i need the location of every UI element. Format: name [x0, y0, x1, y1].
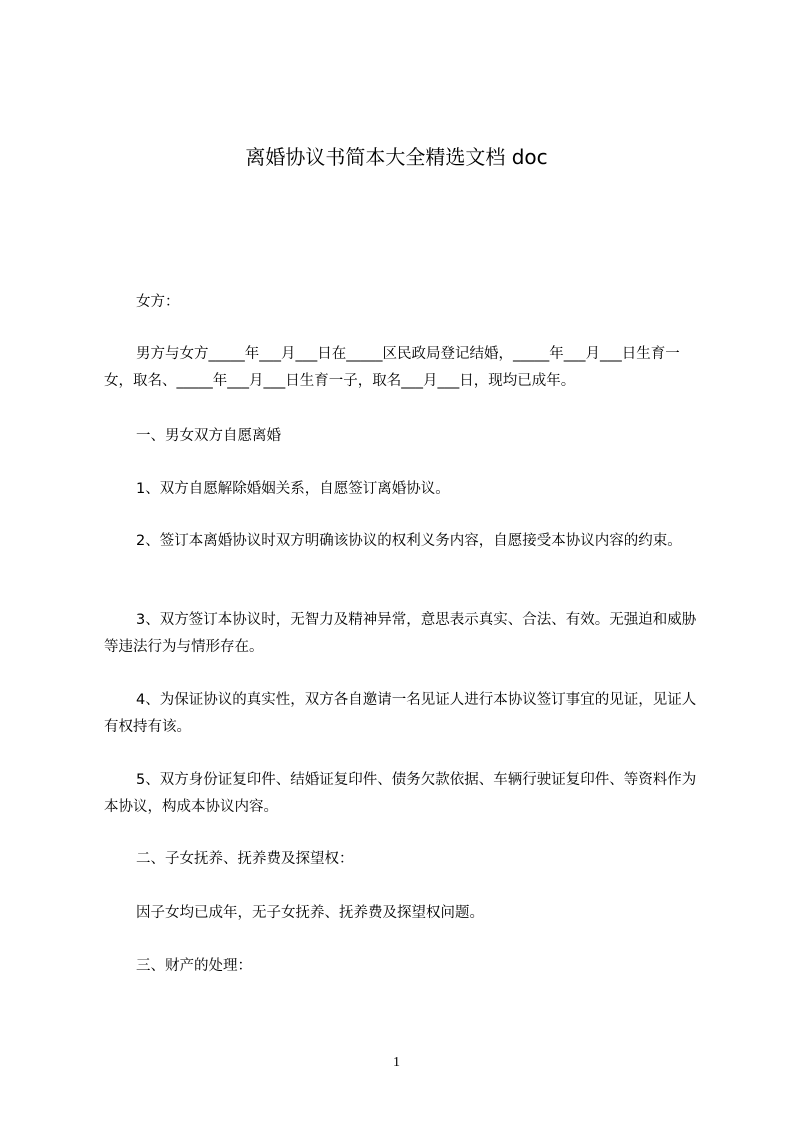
document-title: 离婚协议书简本大全精选文档 doc — [245, 145, 548, 169]
clause-1-3: 3、双方签订本协议时，无智力及精神异常，意思表示真实、合法、有效。无强迫和威胁等违法行为与情形存在。 — [104, 612, 697, 655]
section-heading-2: 二、子女抚养、抚养费及探望权： — [136, 851, 354, 867]
clause-1-1: 1、双方自愿解除婚姻关系，自愿签订离婚协议。 — [136, 481, 450, 497]
section-heading-1: 一、男女双方自愿离婚 — [136, 428, 281, 444]
clause-1-2: 2、签订本离婚协议时双方明确该协议的权利义务内容，自愿接受本协议内容的约束。 — [136, 533, 682, 549]
clause-1-5: 5、双方身份证复印件、结婚证复印件、债务欠款依据、车辆行驶证复印件、等资料作为本协议，构成本协议内容。 — [104, 772, 697, 815]
clause-2-text: 因子女均已成年，无子女抚养、抚养费及探望权问题。 — [136, 905, 484, 921]
clause-1-4: 4、为保证协议的真实性，双方各自邀请一名见证人进行本协议签订事宜的见证，见证人有权持有该。 — [104, 692, 697, 735]
section-heading-3: 三、财产的处理： — [136, 958, 252, 974]
paragraph-female-party: 女方： — [136, 294, 180, 310]
page-number: 1 — [393, 1055, 400, 1070]
paragraph-marriage-info: 男方与女方_____年___月___日在_____区民政局登记结婚，_____年___月___日生育一女，取名、_____年___月___日生育一子，取名___月___日，现均已成年。 — [104, 346, 680, 389]
